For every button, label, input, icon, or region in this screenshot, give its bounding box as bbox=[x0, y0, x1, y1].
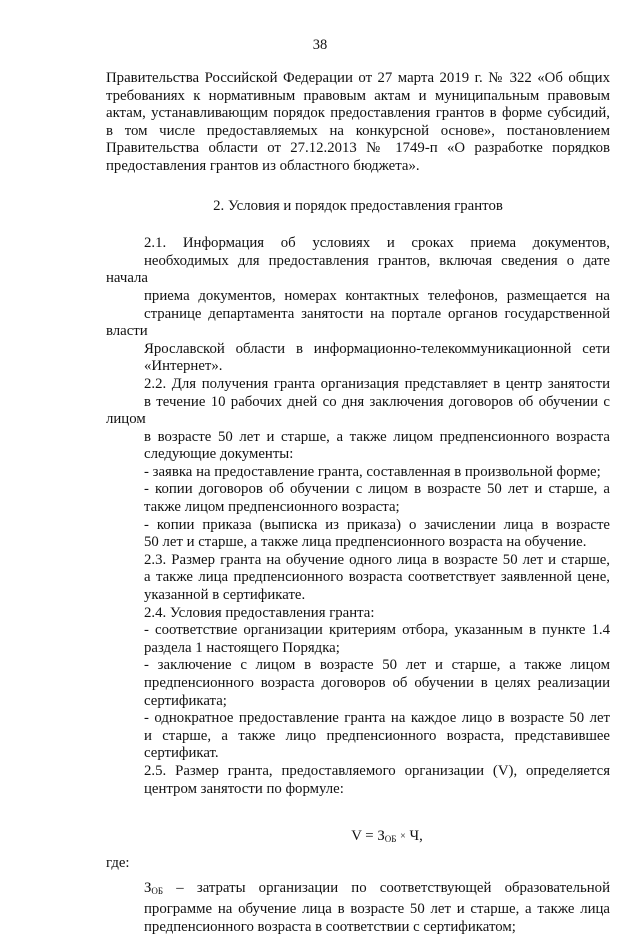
text-line: в возрасте 50 лет и старше, а также лицом предпенсионного возраста bbox=[144, 428, 610, 445]
text-line: - заключение с лицом в возрасте 50 лет и старше, а также лицом bbox=[144, 657, 610, 674]
text-line: 2.5. Размер гранта, предоставляемого организации (V), определяется bbox=[144, 762, 610, 779]
text-line: приема документов, номерах контактных телефонов, размещается на bbox=[144, 287, 610, 304]
document-body bbox=[106, 70, 610, 936]
text-line: сертификата; bbox=[144, 692, 227, 709]
text-line: раздела 1 настоящего Порядка; bbox=[144, 639, 340, 656]
intro-paragraph bbox=[106, 70, 610, 176]
text-line: в течение 10 рабочих дней со дня заключения договоров об обучении с лицом bbox=[106, 393, 610, 428]
where-label: где: bbox=[106, 854, 130, 871]
text-line: также лицом предпенсионного возраста; bbox=[144, 499, 400, 516]
formula-subscript: ОБ bbox=[384, 834, 397, 845]
list-item bbox=[106, 657, 610, 710]
definition-paragraph bbox=[106, 880, 610, 936]
definition-text: – затраты организации по соответствующей образовательной bbox=[163, 880, 610, 897]
text-line: программе на обучение лица в возрасте 50 лет и старше, а также лица bbox=[144, 900, 610, 917]
list-item bbox=[106, 464, 610, 482]
text-line: 2.4. Условия предоставления гранта: bbox=[144, 604, 375, 621]
definition-symbol: З bbox=[144, 880, 152, 897]
text-line: а также лица предпенсионного возраста соответствует заявленной цене, bbox=[144, 569, 610, 586]
text-line: Правительства области от 27.12.2013 № 1749-п «О разработке порядков bbox=[106, 140, 610, 157]
list-item bbox=[106, 517, 610, 552]
text-line: и старше, а также лицо предпенсионного возраста, представившее bbox=[144, 727, 610, 744]
text-line: - однократное предоставление гранта на каждое лицо в возрасте 50 лет bbox=[144, 710, 610, 727]
section-heading: 2. Условия и порядок предоставления грантов bbox=[213, 197, 503, 214]
text-line: в том числе предоставляемых на конкурсной основе», постановлением bbox=[106, 122, 610, 139]
text-line bbox=[106, 880, 610, 901]
page-number: 38 bbox=[312, 37, 328, 53]
text-line: следующие документы: bbox=[144, 446, 294, 463]
paragraph-2-1 bbox=[106, 235, 610, 376]
text-line: - заявка на предоставление гранта, составленная в произвольной форме; bbox=[144, 463, 601, 480]
text-line: Правительства Российской Федерации от 27 марта 2019 г. № 322 «Об общих bbox=[106, 70, 610, 86]
text-line: актам, устанавливающим порядок предоставления грантов в форме субсидий, bbox=[106, 105, 610, 122]
paragraph-2-5 bbox=[106, 763, 610, 798]
text-line: - копии приказа (выписка из приказа) о зачислении лица в возрасте bbox=[144, 516, 610, 533]
text-line: необходимых для предоставления грантов, включая сведения о дате начала bbox=[106, 252, 610, 287]
text-line: указанной в сертификате. bbox=[144, 587, 306, 604]
text-line: - соответствие организации критериям отбора, указанным в пункте 1.4 bbox=[144, 622, 610, 639]
formula-rhs: Ч, bbox=[409, 828, 423, 845]
list-item bbox=[106, 710, 610, 763]
text-line: 2.3. Размер гранта на обучение одного лица в возрасте 50 лет и старше, bbox=[144, 551, 610, 568]
text-line: 2.2. Для получения гранта организация представляет в центр занятости bbox=[144, 375, 610, 392]
paragraph-2-4 bbox=[106, 605, 610, 623]
text-line: «Интернет». bbox=[144, 358, 223, 375]
list-item bbox=[106, 481, 610, 516]
paragraph-2-2 bbox=[106, 376, 610, 464]
text-line: 2.1. Информация об условиях и сроках приема документов, bbox=[144, 235, 610, 252]
text-line: предпенсионного возраста в соответствии с сертификатом; bbox=[144, 918, 516, 935]
text-line: - копии договоров об обучении с лицом в возрасте 50 лет и старше, а bbox=[144, 481, 610, 498]
paragraph-2-3 bbox=[106, 552, 610, 605]
text-line: предпенсионного возраста договоров об обучении в целях реализации bbox=[144, 675, 610, 691]
definition-subscript: ОБ bbox=[151, 886, 164, 897]
text-line: Ярославской области в информационно-телекоммуникационной сети bbox=[144, 340, 610, 357]
text-line: сертификат. bbox=[144, 745, 219, 762]
list-item bbox=[106, 622, 610, 657]
multiply-sign: × bbox=[400, 831, 406, 843]
text-line: центром занятости по формуле: bbox=[144, 780, 344, 797]
text-line: странице департамента занятости на портале органов государственной власти bbox=[106, 305, 610, 340]
formula-lhs: V = З bbox=[351, 828, 385, 845]
text-line: 50 лет и старше, а также лица предпенсионного возраста на обучение. bbox=[144, 534, 587, 551]
text-line: предоставления грантов из областного бюджета». bbox=[106, 157, 420, 174]
formula bbox=[106, 828, 610, 849]
text-line: требованиях к нормативным правовым актам и муниципальным правовым bbox=[106, 87, 610, 104]
